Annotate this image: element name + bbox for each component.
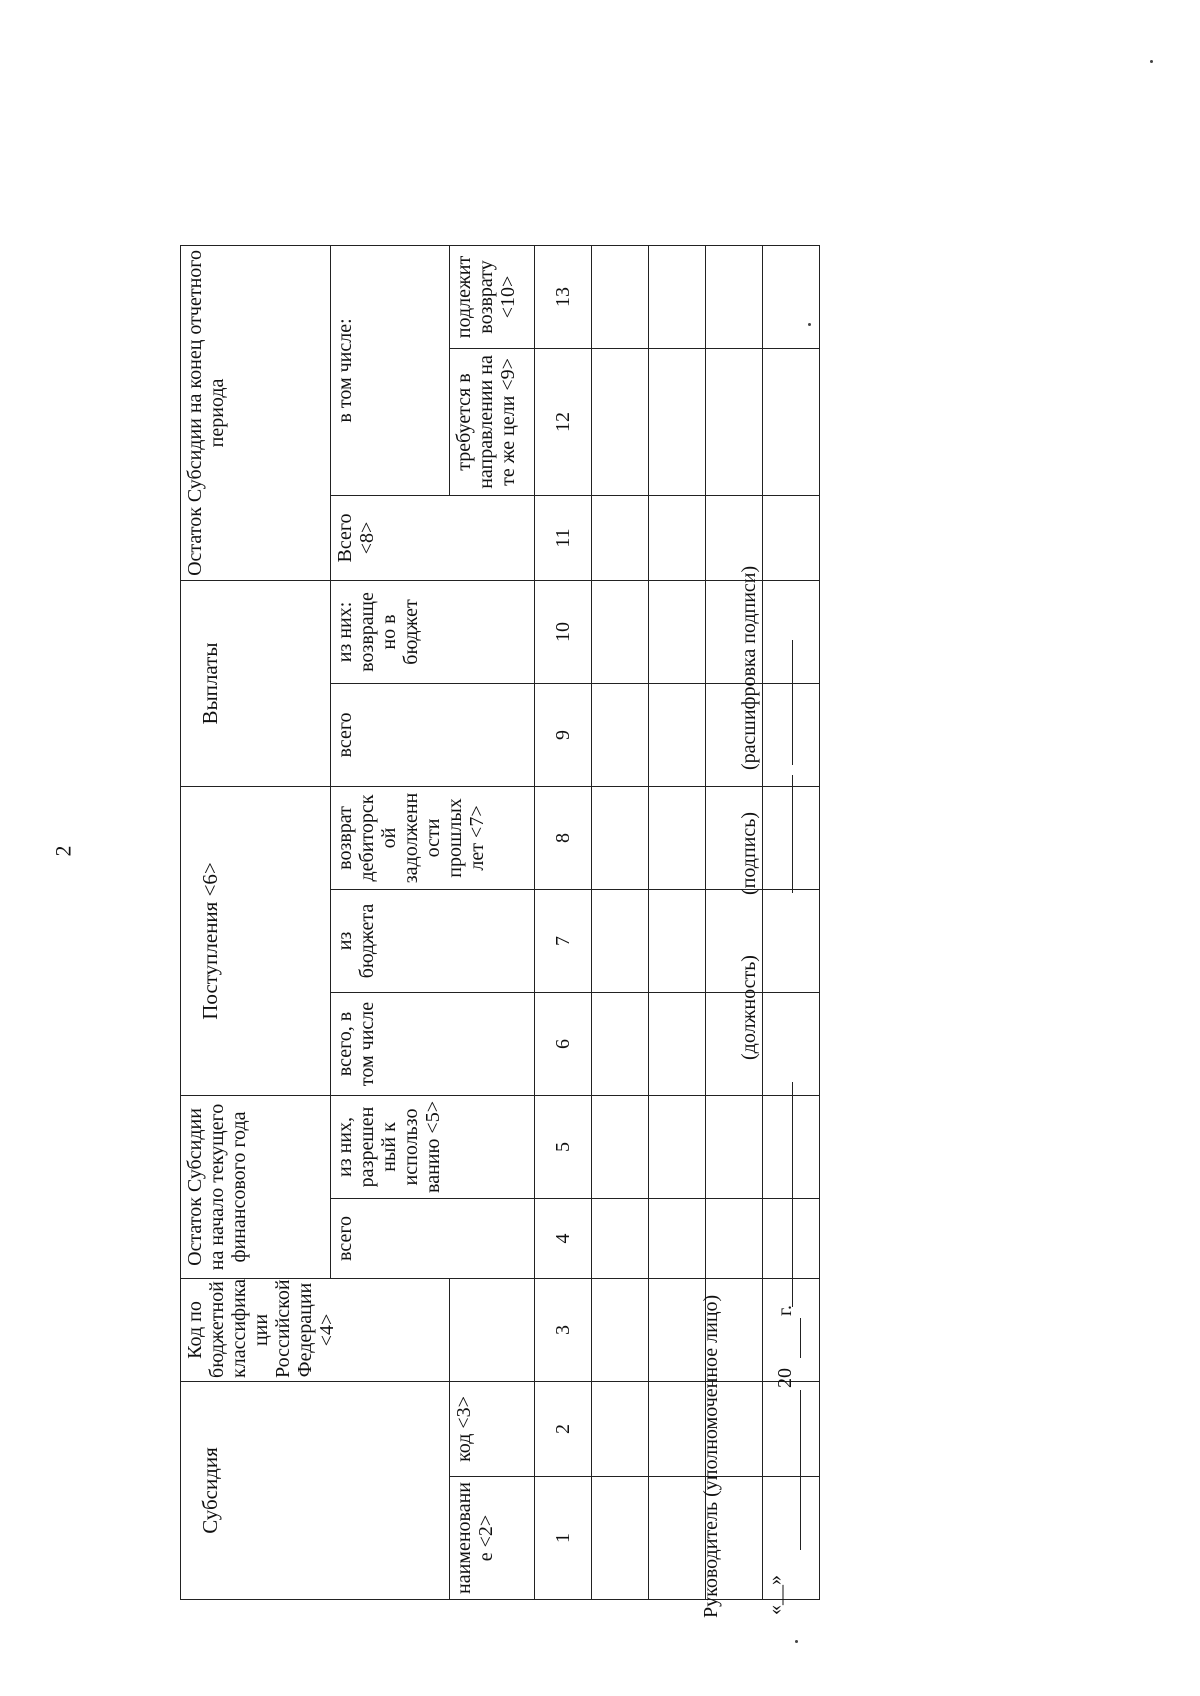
- table-cell[interactable]: [649, 495, 706, 580]
- header-end-total: Всего <8>: [331, 495, 535, 580]
- table-cell[interactable]: [763, 580, 820, 683]
- table-cell[interactable]: [592, 1477, 649, 1600]
- header-name: наименовани е <2>: [450, 1477, 535, 1600]
- table-cell[interactable]: [592, 495, 649, 580]
- header-code: код <3>: [450, 1381, 535, 1476]
- table-cell[interactable]: [649, 889, 706, 992]
- table-cell[interactable]: [592, 580, 649, 683]
- table-cell[interactable]: [592, 1095, 649, 1198]
- table-cell[interactable]: [706, 348, 763, 495]
- table-cell[interactable]: [592, 1198, 649, 1278]
- header-rec-total: всего, в том числе: [331, 992, 535, 1095]
- table-cell[interactable]: [649, 992, 706, 1095]
- date-day: «__»: [764, 1575, 786, 1615]
- table-cell[interactable]: [592, 245, 649, 348]
- subsidy-report-table: [180, 99, 820, 1600]
- table-cell[interactable]: [763, 245, 820, 348]
- column-number-13: 13: [535, 245, 592, 348]
- column-numbers-row: [535, 99, 592, 1599]
- table-cell[interactable]: [763, 1198, 820, 1278]
- table-cell[interactable]: [763, 992, 820, 1095]
- signature-caption: (подпись): [738, 811, 760, 895]
- table-cell[interactable]: [649, 683, 706, 786]
- page-number: 2: [50, 845, 76, 857]
- column-number-10: 10: [535, 580, 592, 683]
- header-balance-end: Остаток Субсидии на конец отчетного периода: [181, 245, 331, 580]
- header-end-return: подлежит возврату <10>: [450, 245, 535, 348]
- table-cell[interactable]: [649, 1198, 706, 1278]
- table-cell[interactable]: [763, 495, 820, 580]
- header-pay-returned: из них: возвраще но в бюджет: [331, 580, 535, 683]
- scan-speck: [1150, 60, 1153, 63]
- table-cell[interactable]: [763, 348, 820, 495]
- header-rec-debt: возврат дебиторск ой задолженн ости прошлых лет <7>: [331, 786, 535, 889]
- column-number-12: 12: [535, 348, 592, 495]
- table-cell[interactable]: [763, 1095, 820, 1198]
- column-number-2: 2: [535, 1381, 592, 1476]
- scan-speck: [795, 1640, 798, 1643]
- table-cell[interactable]: [592, 786, 649, 889]
- table-cell[interactable]: [763, 1381, 820, 1476]
- column-number-4: 4: [535, 1198, 592, 1278]
- table-cell[interactable]: [649, 580, 706, 683]
- table-cell[interactable]: [706, 1198, 763, 1278]
- header-budget-code: Код по бюджетной классифика ции Российской Федерации <4>: [181, 1278, 450, 1381]
- header-end-required: требуется в направлении на те же цели <9>: [450, 348, 535, 495]
- header-subsidy: Субсидия: [181, 1381, 450, 1599]
- table-cell[interactable]: [763, 1278, 820, 1381]
- header-balance-start: Остаток Субсидии на начало текущего финансового года: [181, 1095, 331, 1278]
- table-cell[interactable]: [592, 348, 649, 495]
- table-cell[interactable]: [592, 1381, 649, 1476]
- position-caption: (должность): [738, 955, 760, 1060]
- decode-caption: (расшифровка подписи): [738, 565, 760, 770]
- table-cell[interactable]: [649, 1477, 706, 1600]
- table-cell[interactable]: [649, 245, 706, 348]
- table-cell[interactable]: [649, 1278, 706, 1381]
- table-cell[interactable]: [592, 889, 649, 992]
- column-number-5: 5: [535, 1095, 592, 1198]
- table-cell[interactable]: [592, 683, 649, 786]
- header-start-allowed: из них, разрешен ный к использо ванию <5>: [331, 1095, 535, 1198]
- date-year-line: [800, 1318, 801, 1358]
- table-cell[interactable]: [649, 1095, 706, 1198]
- scan-speck: [808, 323, 811, 326]
- column-number-3: 3: [535, 1278, 592, 1381]
- header-payments: Выплаты: [181, 580, 331, 786]
- signature-line: [792, 775, 793, 893]
- date-month-line: [800, 1390, 801, 1550]
- column-number-8: 8: [535, 786, 592, 889]
- table-cell[interactable]: [763, 786, 820, 889]
- column-number-1: 1: [535, 1477, 592, 1600]
- table-cell[interactable]: [649, 348, 706, 495]
- date-year-prefix: 20: [774, 1368, 796, 1388]
- column-number-7: 7: [535, 889, 592, 992]
- table-cell[interactable]: [592, 992, 649, 1095]
- table-cell[interactable]: [763, 683, 820, 786]
- header-pay-total: всего: [331, 683, 535, 786]
- table-cell[interactable]: [706, 1095, 763, 1198]
- decode-line: [792, 640, 793, 765]
- table-row: [592, 99, 649, 1599]
- column-number-11: 11: [535, 495, 592, 580]
- table-cell[interactable]: [592, 1278, 649, 1381]
- table-cell[interactable]: [763, 889, 820, 992]
- table-row: [649, 99, 706, 1599]
- date-year-suffix: г.: [774, 1305, 796, 1316]
- header-end-including: в том числе:: [331, 245, 450, 495]
- column-number-6: 6: [535, 992, 592, 1095]
- header-rec-budget: из бюджета: [331, 889, 535, 992]
- column-number-9: 9: [535, 683, 592, 786]
- table-cell[interactable]: [649, 786, 706, 889]
- table-cell[interactable]: [649, 1381, 706, 1476]
- header-receipts: Поступления <6>: [181, 786, 331, 1095]
- position-line: [792, 1082, 793, 1307]
- signature-label: Руководитель (уполномоченное лицо): [700, 1294, 722, 1618]
- table-cell[interactable]: [706, 245, 763, 348]
- header-start-total: всего: [331, 1198, 535, 1278]
